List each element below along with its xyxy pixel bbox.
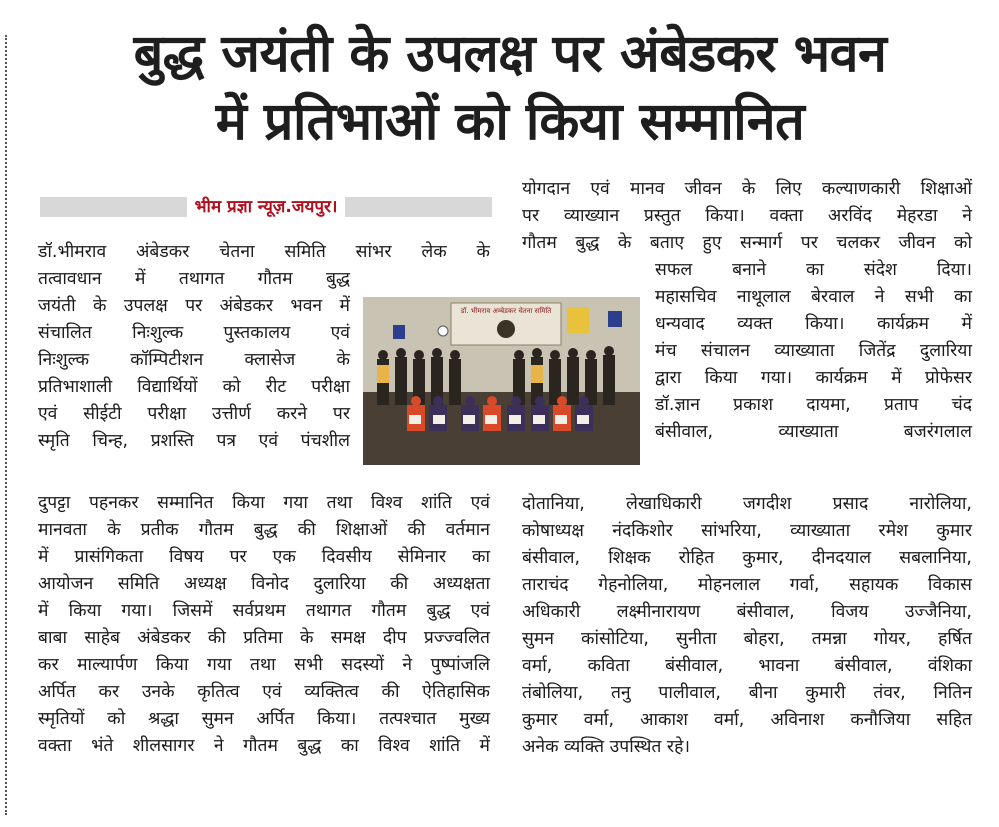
text-line: स्मृतियों को श्रद्धा सुमन अर्पित किया। तत्पश्चात मुख्य bbox=[38, 709, 490, 729]
event-photo bbox=[363, 297, 640, 465]
text-line: में किया गया। जिसमें सर्वप्रथम तथागत गौतम बुद्ध एवं bbox=[38, 601, 490, 621]
text-line: बंसीवाल, व्याख्याता बजरंगलाल bbox=[655, 422, 972, 442]
group-photo-icon bbox=[363, 297, 640, 465]
text-line: सफल बनाने का संदेश दिया। bbox=[655, 260, 972, 280]
text-line: एवं सीईटी परीक्षा उत्तीर्ण करने पर bbox=[38, 404, 350, 424]
text-line: आयोजन समिति अध्यक्ष विनोद दुलारिया की अध्यक्षता bbox=[38, 574, 490, 594]
text-line: बाबा साहेब अंबेडकर की प्रतिमा के समक्ष दीप प्रज्ज्वलित bbox=[38, 628, 490, 648]
text-line: अधिकारी लक्ष्मीनारायण बंसीवाल, विजय उज्जैनिया, bbox=[522, 602, 972, 622]
headline bbox=[30, 20, 990, 156]
text-line: जयंती के उपलक्ष पर अंबेडकर भवन में bbox=[38, 296, 350, 316]
text-line: अर्पित कर उनके कृतित्व एवं व्यक्तित्व की ऐतिहासिक bbox=[38, 682, 490, 702]
byline-text: भीम प्रज्ञा न्यूज़.जयपुर। bbox=[187, 197, 346, 217]
text-line: डॉ.ज्ञान प्रकाश दायमा, प्रताप चंद bbox=[655, 395, 972, 415]
text-line: तत्वावधान में तथागत गौतम बुद्ध bbox=[38, 269, 350, 289]
text-line: दुपट्टा पहनकर सम्मानित किया गया तथा विश्व शांति एवं bbox=[38, 493, 490, 513]
text-line: महासचिव नाथूलाल बेरवाल ने सभी का bbox=[655, 287, 972, 307]
page-margin-rule bbox=[5, 35, 7, 815]
text-line: मंच संचालन व्याख्याता जितेंद्र दुलारिया bbox=[655, 341, 972, 361]
text-line: कर माल्यार्पण किया गया तथा सभी सदस्यों ने पुष्पांजलि bbox=[38, 655, 490, 675]
text-line: कोषाध्यक्ष नंदकिशोर सांभरिया, व्याख्याता रमेश कुमार bbox=[522, 521, 972, 541]
text-line: बंसीवाल, शिक्षक रोहित कुमार, दीनदयाल सबलानिया, bbox=[522, 548, 972, 568]
headline-line-1: बुद्ध जयंती के उपलक्ष पर अंबेडकर भवन bbox=[133, 24, 887, 84]
article-col1-bottom bbox=[38, 490, 490, 760]
article-col2-bottom bbox=[522, 491, 972, 761]
text-line: सुमन कांसोटिया, सुनीता बोहरा, तमन्ना गोयर, हर्षित bbox=[522, 629, 972, 649]
text-line: योगदान एवं मानव जीवन के लिए कल्याणकारी शिक्षाओं bbox=[522, 179, 972, 199]
text-line: संचालित निःशुल्क पुस्तकालय एवं bbox=[38, 323, 350, 343]
article-col1-top bbox=[38, 239, 490, 293]
text-line: वक्ता भंते शीलसागर ने गौतम बुद्ध का विश्व शांति में bbox=[38, 736, 490, 756]
text-line: धन्यवाद व्यक्त किया। कार्यक्रम में bbox=[655, 314, 972, 334]
byline bbox=[40, 196, 492, 218]
headline-line-2: में प्रतिभाओं को किया सम्मानित bbox=[215, 92, 805, 152]
banner-text: डॉ. भीमराव अम्बेडकर चेतना समिति bbox=[460, 307, 552, 315]
text-line: गौतम बुद्ध के बताए हुए सन्मार्ग पर चलकर जीवन को bbox=[522, 233, 972, 253]
text-line: निःशुल्क कॉम्पिटीशन क्लासेज के bbox=[38, 350, 350, 370]
text-line: वर्मा, कविता बंसीवाल, भावना बंसीवाल, वंशिका bbox=[522, 656, 972, 676]
article-col2-narrow bbox=[655, 257, 972, 446]
text-line: प्रतिभाशाली विद्यार्थियों को रीट परीक्षा bbox=[38, 377, 350, 397]
text-line: अनेक व्यक्ति उपस्थित रहे। bbox=[522, 737, 690, 757]
article-col1-narrow bbox=[38, 293, 350, 455]
article-col2-top bbox=[522, 176, 972, 257]
text-line: पर व्याख्यान प्रस्तुत किया। वक्ता अरविंद मेहरडा ने bbox=[522, 206, 972, 226]
text-line: कुमार वर्मा, आकाश वर्मा, अविनाश कनौजिया सहित bbox=[522, 710, 972, 730]
text-line: स्मृति चिन्ह, प्रशस्ति पत्र एवं पंचशील bbox=[38, 431, 350, 451]
text-line: तंबोलिया, तनु पालीवाल, बीना कुमारी तंवर, नितिन bbox=[522, 683, 972, 703]
text-line: दोतानिया, लेखाधिकारी जगदीश प्रसाद नारोलिया, bbox=[522, 494, 972, 514]
text-line: डॉ.भीमराव अंबेडकर चेतना समिति सांभर लेक के bbox=[38, 242, 490, 262]
text-line: में प्रासंगिकता विषय पर एक दिवसीय सेमिनार का bbox=[38, 547, 490, 567]
text-line: द्वारा किया गया। कार्यक्रम में प्रोफेसर bbox=[655, 368, 972, 388]
text-line: ताराचंद गेहनोलिया, मोहनलाल गर्वा, सहायक विकास bbox=[522, 575, 972, 595]
text-line: मानवता के प्रतीक गौतम बुद्ध की शिक्षाओं की वर्तमान bbox=[38, 520, 490, 540]
